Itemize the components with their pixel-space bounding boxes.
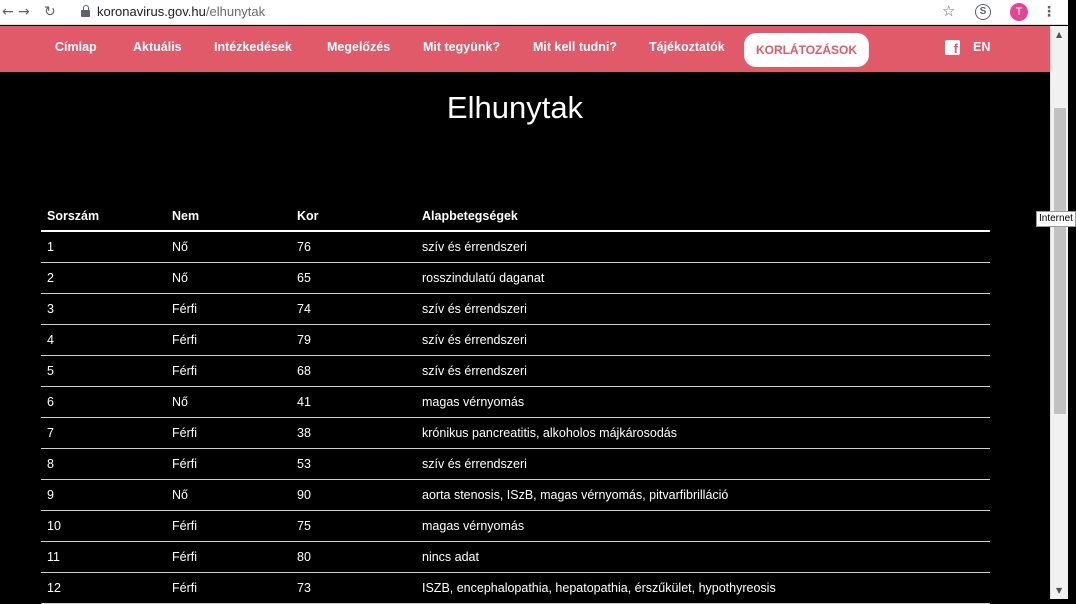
forward-arrow-icon[interactable]: → <box>18 4 30 20</box>
column-header-kor: Kor <box>297 209 319 223</box>
table-row <box>41 356 990 387</box>
table-row <box>41 387 990 418</box>
cell-sorszam: 10 <box>47 519 61 533</box>
cell-alapbetegsegek: szív és érrendszeri <box>422 364 527 378</box>
nav-link-mit-tegyunk[interactable]: Mit tegyünk? <box>423 40 501 54</box>
profile-avatar[interactable]: T <box>1010 3 1028 21</box>
cell-nem: Nő <box>172 271 188 285</box>
lock-icon[interactable] <box>81 5 90 17</box>
cell-kor: 75 <box>297 519 311 533</box>
cell-kor: 79 <box>297 333 311 347</box>
site-navigation <box>0 26 1050 72</box>
cell-nem: Nő <box>172 395 188 409</box>
cell-alapbetegsegek: szív és érrendszeri <box>422 302 527 316</box>
cell-kor: 74 <box>297 302 311 316</box>
cell-kor: 90 <box>297 488 311 502</box>
url-path: /elhunytak <box>205 4 266 19</box>
browser-menu-icon[interactable]: ⋮ <box>1042 4 1056 20</box>
nav-link-tajekoztatok[interactable]: Tájékoztatók <box>649 40 725 54</box>
skype-extension-icon[interactable]: S <box>975 4 991 20</box>
table-row <box>41 232 990 263</box>
cell-sorszam: 8 <box>47 457 54 471</box>
cell-nem: Férfi <box>172 581 197 595</box>
cell-nem: Férfi <box>172 333 197 347</box>
page-title: Elhunytak <box>446 90 584 125</box>
facebook-icon[interactable]: f <box>945 40 960 55</box>
cell-kor: 38 <box>297 426 311 440</box>
cell-alapbetegsegek: magas vérnyomás <box>422 519 525 533</box>
table-row <box>41 325 990 356</box>
nav-link-intezkedesek[interactable]: Intézkedések <box>214 40 292 54</box>
cell-nem: Férfi <box>172 302 197 316</box>
browser-toolbar <box>0 0 1068 25</box>
address-bar[interactable] <box>97 4 265 19</box>
cell-sorszam: 3 <box>47 302 54 316</box>
language-switch[interactable]: EN <box>973 40 991 54</box>
cell-alapbetegsegek: szív és érrendszeri <box>422 240 527 254</box>
cell-alapbetegsegek: szív és érrendszeri <box>422 333 527 347</box>
cell-alapbetegsegek: krónikus pancreatitis, alkoholos májkárosodás <box>422 426 677 440</box>
bookmark-star-icon[interactable]: ☆ <box>942 2 956 20</box>
table-header <box>41 201 990 232</box>
cell-sorszam: 4 <box>47 333 54 347</box>
cell-alapbetegsegek: rosszindulatú daganat <box>422 271 545 285</box>
cell-nem: Nő <box>172 488 188 502</box>
cell-sorszam: 5 <box>47 364 54 378</box>
cell-sorszam: 11 <box>47 550 60 564</box>
reload-icon[interactable]: ↻ <box>44 4 56 20</box>
table-row <box>41 418 990 449</box>
cell-kor: 53 <box>297 457 311 471</box>
cell-kor: 76 <box>297 240 311 254</box>
cell-nem: Férfi <box>172 550 197 564</box>
url-host: koronavirus.gov.hu <box>97 4 206 19</box>
cell-alapbetegsegek: aorta stenosis, ISzB, magas vérnyomás, pitvarfibrilláció <box>422 488 729 502</box>
table-row <box>41 263 990 294</box>
page-scrollbar[interactable] <box>1050 26 1068 599</box>
column-header-sorszam: Sorszám <box>47 209 100 223</box>
cell-nem: Férfi <box>172 364 197 378</box>
scroll-down-icon[interactable]: ▼ <box>1056 586 1063 595</box>
cell-sorszam: 2 <box>47 271 54 285</box>
table-row <box>41 449 990 480</box>
cell-sorszam: 6 <box>47 395 54 409</box>
table-row <box>41 511 990 542</box>
cell-sorszam: 9 <box>47 488 54 502</box>
nav-link-cimlap[interactable]: Címlap <box>55 40 97 54</box>
cell-kor: 68 <box>297 364 311 378</box>
cell-nem: Férfi <box>172 457 197 471</box>
cell-nem: Férfi <box>172 519 197 533</box>
column-header-nem: Nem <box>172 209 200 223</box>
tooltip: Internet <box>1036 211 1076 227</box>
nav-button-korlatozasok[interactable]: KORLÁTOZÁSOK <box>744 33 869 67</box>
cell-nem: Férfi <box>172 426 197 440</box>
cell-sorszam: 12 <box>47 581 61 595</box>
table-row <box>41 480 990 511</box>
cell-kor: 41 <box>297 395 311 409</box>
back-arrow-icon[interactable]: ← <box>2 4 14 20</box>
nav-link-mit-kell-tudni[interactable]: Mit kell tudni? <box>533 40 618 54</box>
cell-sorszam: 1 <box>47 240 54 254</box>
nav-link-megelozes[interactable]: Megelőzés <box>327 40 391 54</box>
cell-alapbetegsegek: nincs adat <box>422 550 479 564</box>
cell-kor: 73 <box>297 581 311 595</box>
table-row <box>41 542 990 573</box>
scroll-up-icon[interactable]: ▲ <box>1056 30 1063 39</box>
cell-alapbetegsegek: magas vérnyomás <box>422 395 525 409</box>
cell-alapbetegsegek: ISZB, encephalopathia, hepatopathia, érszűkület, hypothyreosis <box>422 581 776 595</box>
nav-link-aktualis[interactable]: Aktuális <box>133 40 182 54</box>
cell-kor: 65 <box>297 271 311 285</box>
table-row <box>41 573 990 604</box>
column-header-alapbetegsegek: Alapbetegségek <box>422 209 518 223</box>
table-row <box>41 294 990 325</box>
cell-alapbetegsegek: szív és érrendszeri <box>422 457 527 471</box>
cell-sorszam: 7 <box>47 426 54 440</box>
cell-kor: 80 <box>297 550 311 564</box>
scrollbar-thumb[interactable] <box>1054 108 1066 414</box>
deceased-table <box>41 201 990 604</box>
cell-nem: Nő <box>172 240 188 254</box>
